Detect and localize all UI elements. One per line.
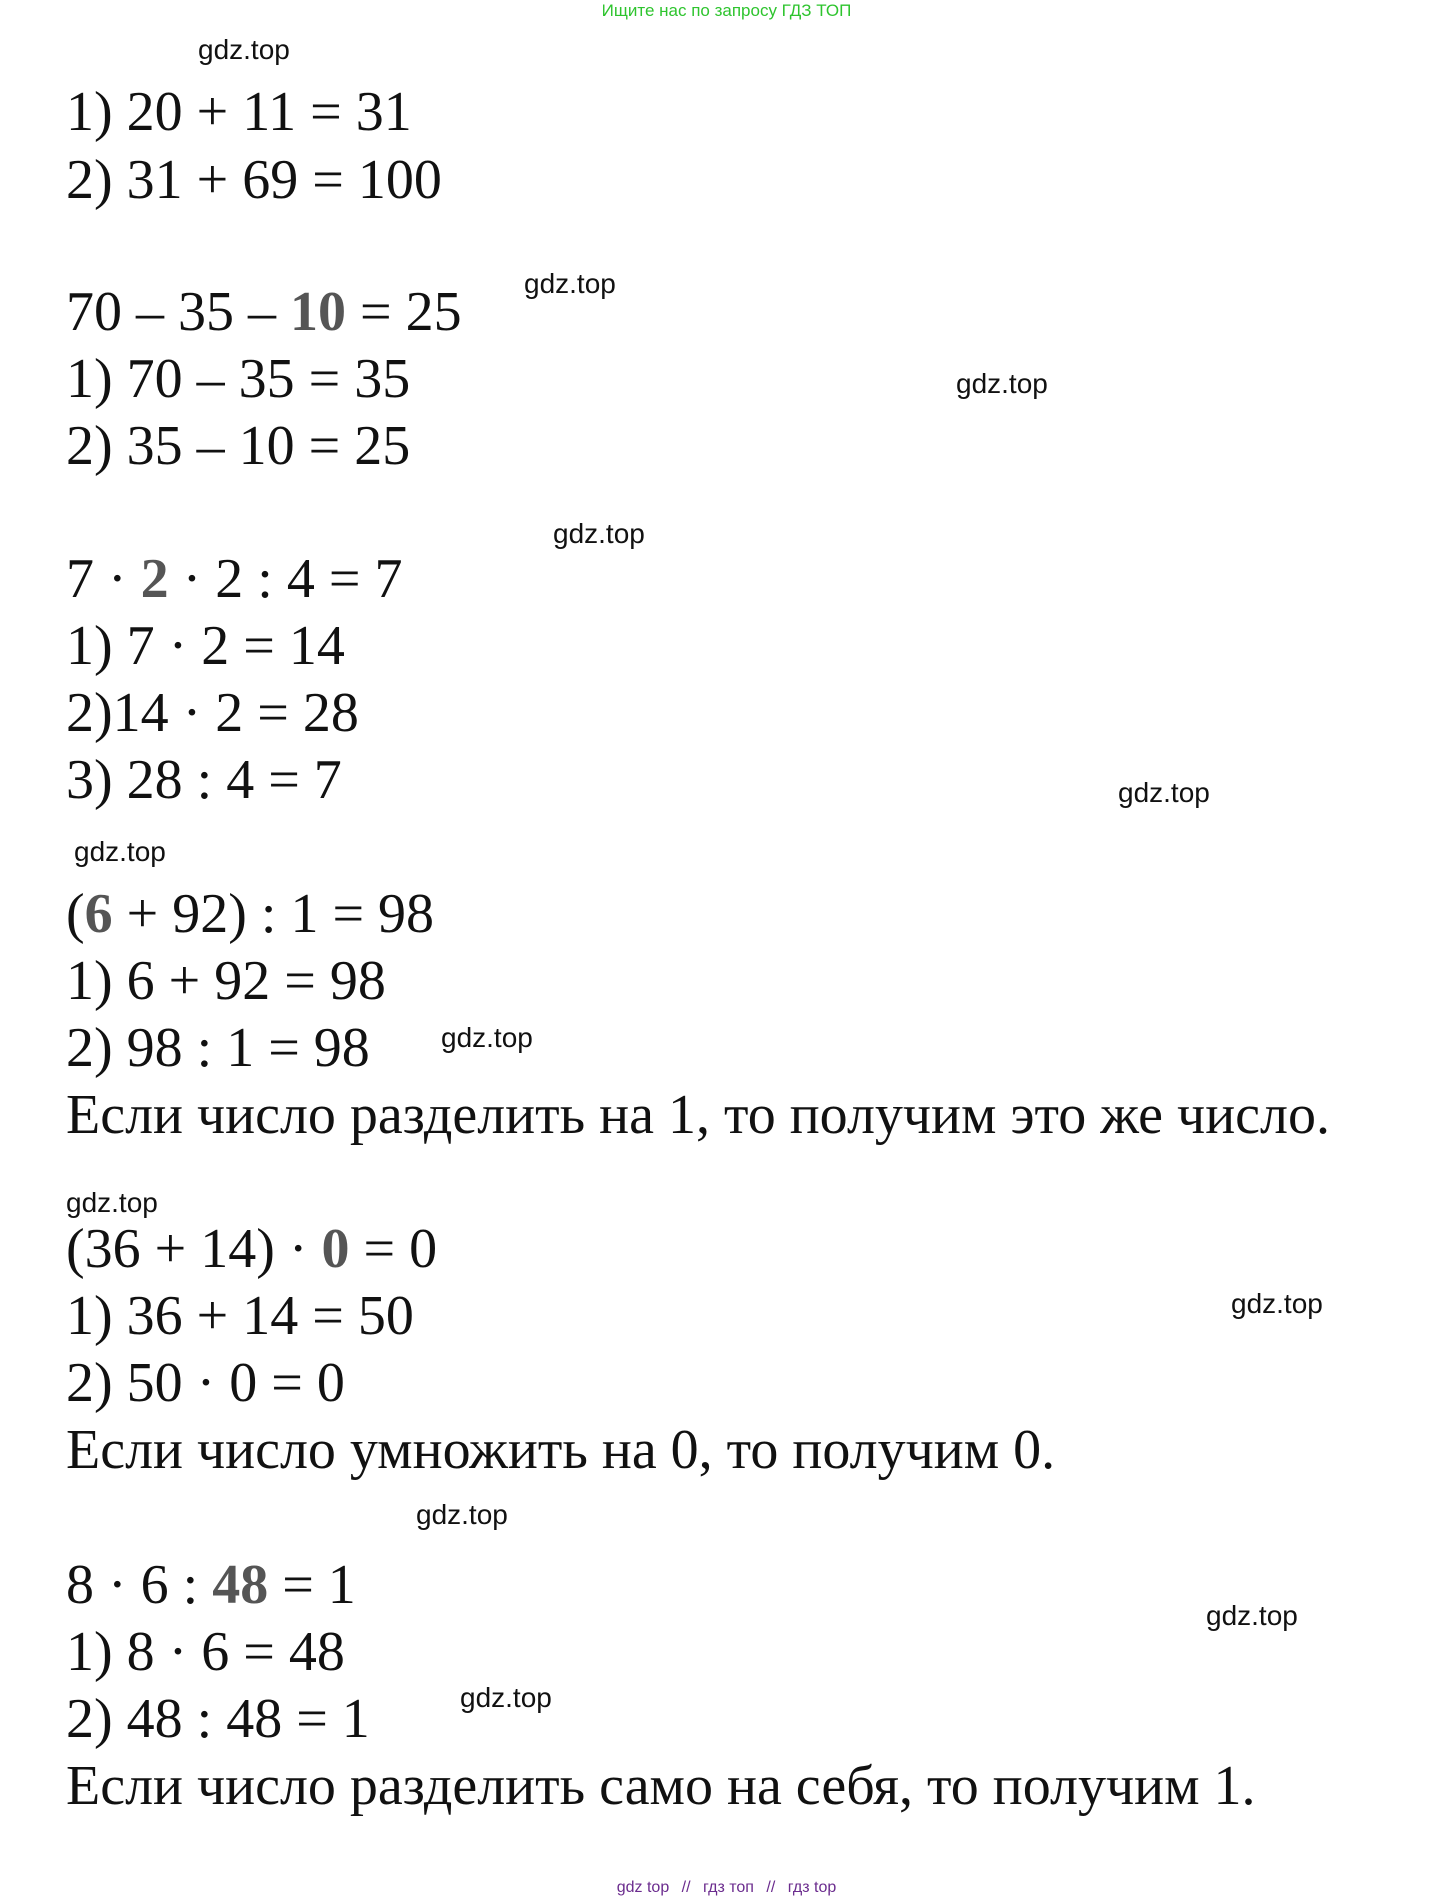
watermark: gdz.top <box>956 368 1048 399</box>
step-line: 1) 6 + 92 = 98 <box>66 950 386 1012</box>
expression-text: 70 – 35 – <box>66 281 290 343</box>
step-line: 3) 28 : 4 = 7 <box>66 749 342 811</box>
footer-link[interactable]: гдз top <box>787 1879 837 1896</box>
expression-text: = 25 <box>346 281 462 343</box>
step-line: 1) 70 – 35 = 35 <box>66 348 411 410</box>
footer-links <box>0 1878 1453 1898</box>
rule-note: Если число разделить само на себя, то получим 1. <box>66 1755 1256 1817</box>
expression-text: = 1 <box>268 1554 356 1616</box>
watermark: gdz.top <box>1206 1600 1298 1631</box>
highlighted-number: 6 <box>84 883 113 945</box>
footer-link[interactable]: гдз топ <box>703 1879 754 1896</box>
watermark: gdz.top <box>553 518 645 549</box>
watermark: gdz.top <box>66 1187 158 1218</box>
step-line: 2) 50 · 0 = 0 <box>66 1352 345 1414</box>
expression-text: ( <box>66 883 85 945</box>
watermark: gdz.top <box>524 268 616 299</box>
watermark: gdz.top <box>1118 777 1210 808</box>
footer-separator: // <box>766 1879 776 1896</box>
step-line: 2) 31 + 69 = 100 <box>66 149 442 211</box>
top-banner: Ищите нас по запросу ГДЗ ТОП <box>601 1 852 20</box>
highlighted-number: 10 <box>290 281 346 343</box>
expression-line <box>66 882 434 946</box>
watermark: gdz.top <box>441 1022 533 1053</box>
step-line: 2) 98 : 1 = 98 <box>66 1017 370 1079</box>
step-line: 2)14 · 2 = 28 <box>66 682 359 744</box>
highlighted-number: 48 <box>212 1554 269 1616</box>
watermark: gdz.top <box>460 1682 552 1713</box>
footer-separator: // <box>681 1879 691 1896</box>
expression-text: 7 · <box>66 548 141 610</box>
watermark: gdz.top <box>74 836 166 867</box>
watermark: gdz.top <box>1231 1288 1323 1319</box>
step-line: 1) 7 · 2 = 14 <box>66 615 345 677</box>
footer-link[interactable]: gdz top <box>616 1879 670 1896</box>
expression-line <box>66 547 402 611</box>
expression-text: (36 + 14) · <box>66 1218 322 1280</box>
step-line: 1) 8 · 6 = 48 <box>66 1621 345 1683</box>
step-line: 1) 20 + 11 = 31 <box>66 81 412 143</box>
expression-text: + 92) : 1 = 98 <box>112 883 435 945</box>
watermark: gdz.top <box>416 1499 508 1530</box>
step-line: 2) 35 – 10 = 25 <box>66 415 411 477</box>
highlighted-number: 0 <box>321 1218 350 1280</box>
step-line: 2) 48 : 48 = 1 <box>66 1688 370 1750</box>
expression-line <box>66 280 462 344</box>
expression-text: · 2 : 4 = 7 <box>168 548 403 610</box>
rule-note: Если число разделить на 1, то получим это же число. <box>66 1084 1330 1146</box>
expression-text: = 0 <box>349 1218 438 1280</box>
expression-line <box>66 1553 356 1617</box>
watermark: gdz.top <box>198 34 290 65</box>
expression-text: 8 · 6 : <box>66 1554 213 1616</box>
rule-note: Если число умножить на 0, то получим 0. <box>66 1419 1056 1481</box>
highlighted-number: 2 <box>140 548 169 610</box>
expression-line <box>66 1217 437 1281</box>
step-line: 1) 36 + 14 = 50 <box>66 1285 414 1347</box>
